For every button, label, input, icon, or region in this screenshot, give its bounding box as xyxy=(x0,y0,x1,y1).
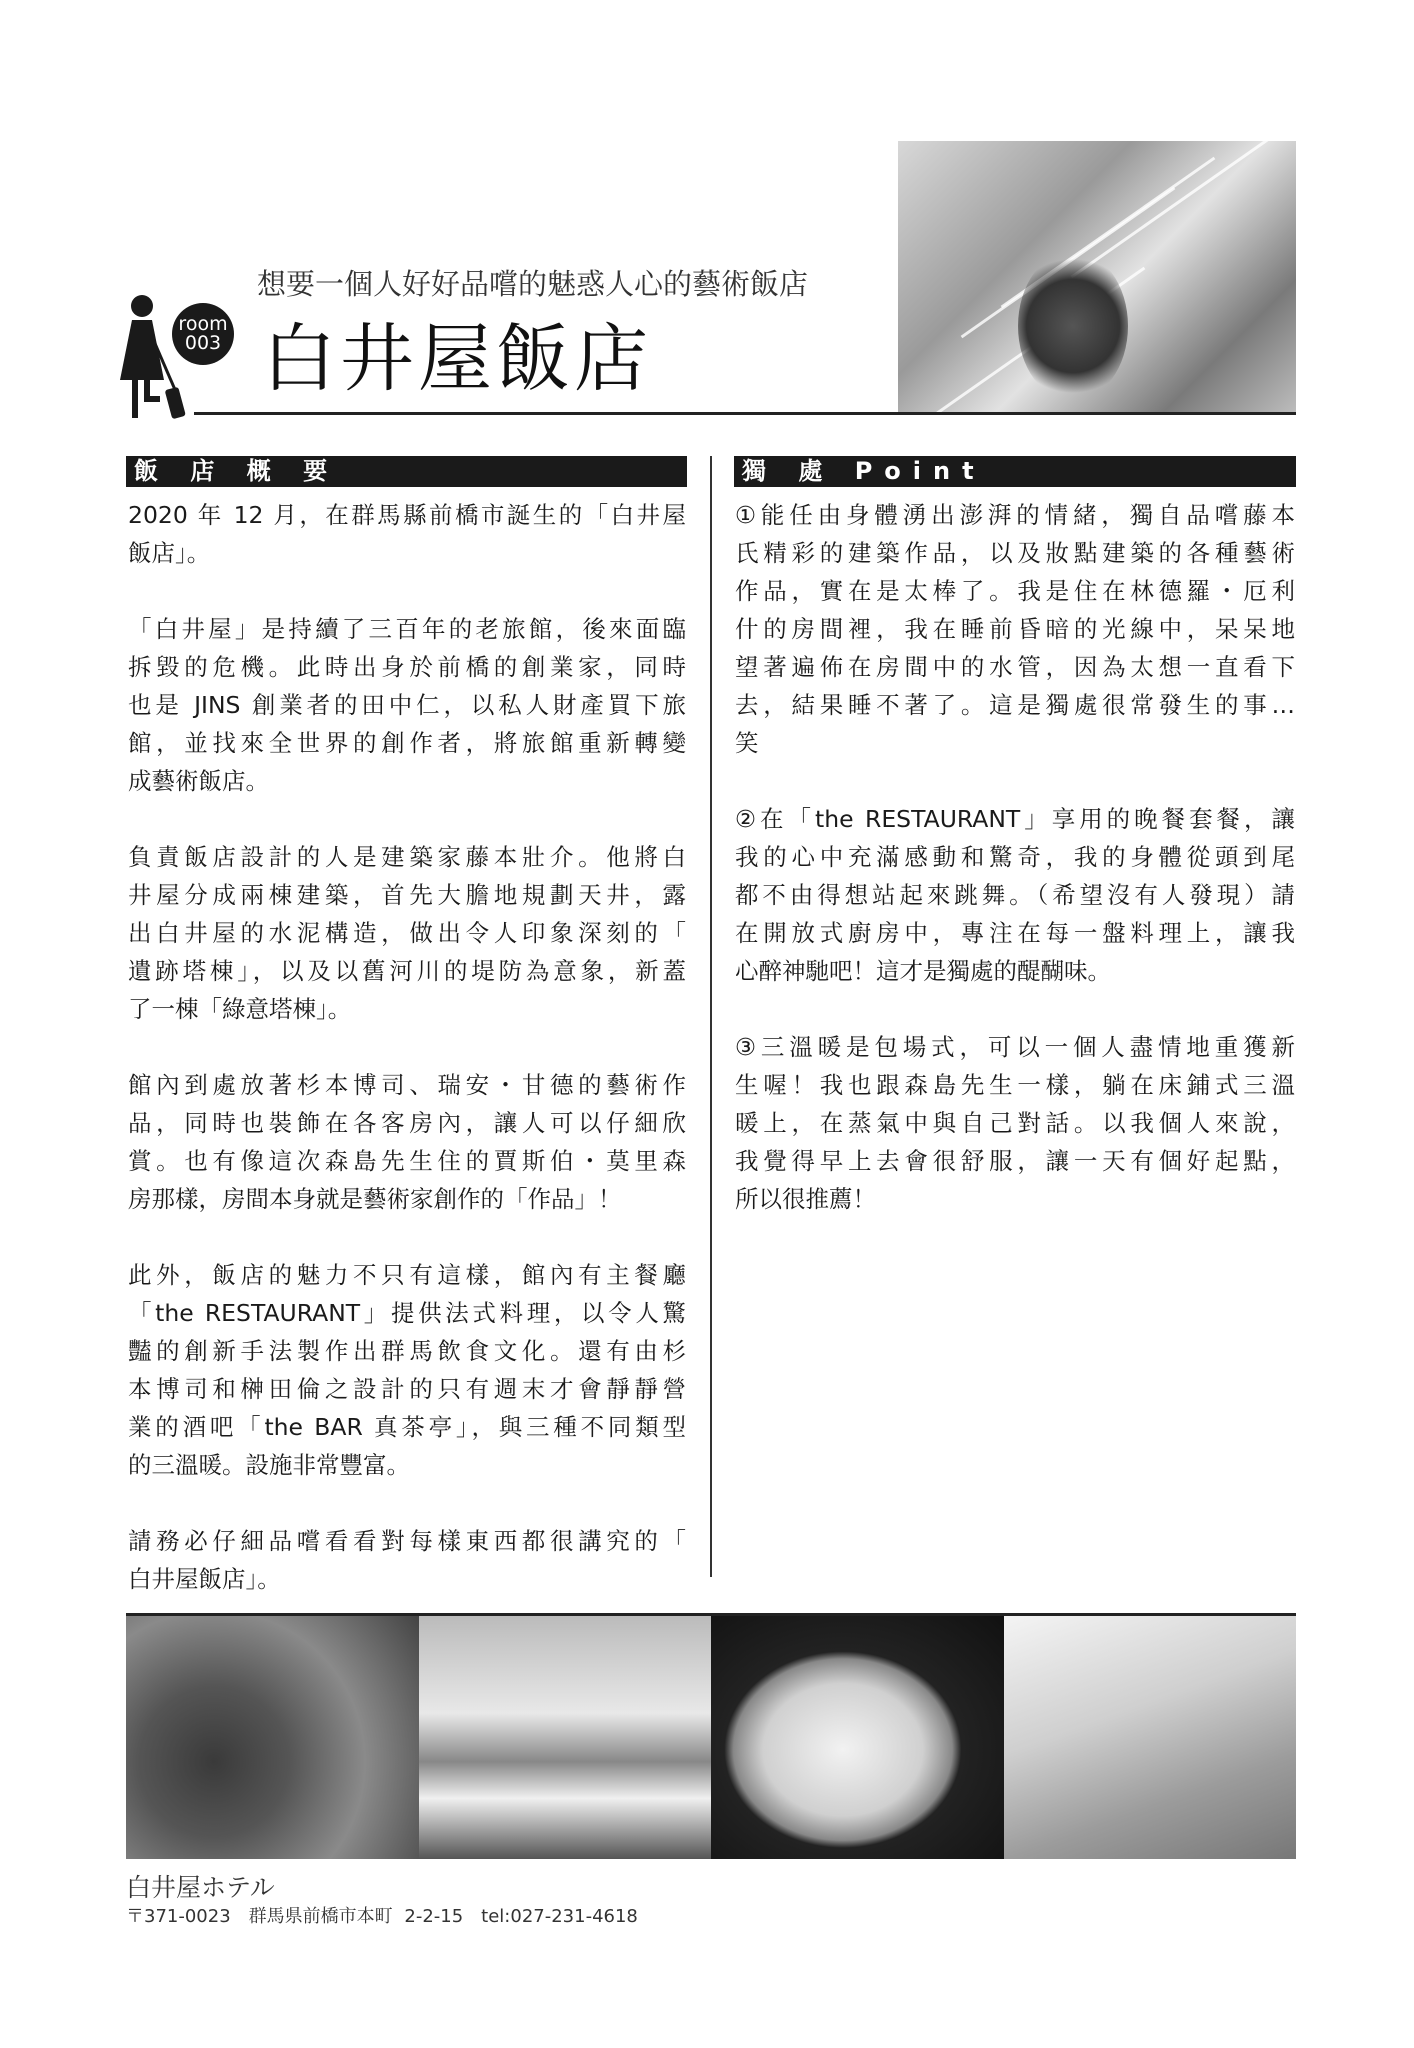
text-line: 什的房間裡，我在睡前昏暗的光線中，呆呆地 xyxy=(735,615,1295,643)
text-line: 請務必仔細品嚐看看對每樣東西都很講究的「 xyxy=(128,1527,686,1555)
text-line: 心醉神馳吧！這才是獨處的醍醐味。 xyxy=(735,957,1111,985)
text-line: ③三溫暖是包場式，可以一個人盡情地重獲新 xyxy=(735,1033,1295,1061)
text-line: 業的酒吧「the BAR 真茶亭」，與三種不同類型 xyxy=(128,1413,686,1441)
badge-room-number: 003 xyxy=(184,332,222,354)
text-line: 都不由得想站起來跳舞。（希望沒有人發現）請 xyxy=(735,881,1295,909)
text-line: 飯店」。 xyxy=(128,539,211,567)
page-subtitle: 想要一個人好好品嚐的魅惑人心的藝術飯店 xyxy=(257,267,809,301)
text-line: 2020 年 12 月，在群馬縣前橋市誕生的「白井屋 xyxy=(128,501,686,529)
paragraph-gap xyxy=(128,800,686,838)
text-line: 「白井屋」是持續了三百年的老旅館，後來面臨 xyxy=(128,615,686,643)
text-line: 房那樣，房間本身就是藝術家創作的「作品」！ xyxy=(128,1185,622,1213)
text-line: 館，並找來全世界的創作者，將旅館重新轉變 xyxy=(128,729,686,757)
paragraph-gap xyxy=(128,1484,686,1522)
text-line: 遺跡塔棟」，以及以舊河川的堤防為意象，新蓋 xyxy=(128,957,686,985)
text-line: 作品，實在是太棒了。我是住在林德羅・厄利 xyxy=(735,577,1295,605)
paragraph-gap xyxy=(128,1028,686,1066)
text-line: 品，同時也裝飾在各客房內，讓人可以仔細欣 xyxy=(128,1109,686,1137)
text-line: 豔的創新手法製作出群馬飲食文化。還有由杉 xyxy=(128,1337,686,1365)
text-line: ②在「the RESTAURANT」享用的晚餐套餐，讓 xyxy=(735,805,1295,833)
text-line: 出白井屋的水泥構造，做出令人印象深刻的「 xyxy=(128,919,686,947)
text-line: 井屋分成兩棟建築，首先大膽地規劃天井，露 xyxy=(128,881,686,909)
photo-strip xyxy=(126,1613,1296,1859)
page-title: 白井屋飯店 xyxy=(262,316,652,402)
text-line: 所以很推薦！ xyxy=(735,1185,876,1213)
text-line: 的三溫暖。設施非常豐富。 xyxy=(128,1451,410,1479)
text-line: ①能任由身體湧出澎湃的情緒，獨自品嚐藤本 xyxy=(735,501,1295,529)
paragraph-gap xyxy=(735,990,1295,1028)
hotel-atrium-photo xyxy=(898,141,1296,414)
text-line: 笑 xyxy=(735,729,759,757)
solo-point-text xyxy=(735,496,1295,1218)
text-line: 去，結果睡不著了。這是獨處很常發生的事… xyxy=(735,691,1295,719)
paragraph-gap xyxy=(128,572,686,610)
text-line: 「the RESTAURANT」提供法式料理，以令人驚 xyxy=(128,1299,686,1327)
text-line: 望著遍佈在房間中的水管，因為太想一直看下 xyxy=(735,653,1295,681)
sauna-photo xyxy=(1004,1616,1297,1859)
header-divider xyxy=(194,412,1296,415)
text-line: 生喔！我也跟森島先生一樣，躺在床鋪式三溫 xyxy=(735,1071,1295,1099)
text-line: 了一棟「綠意塔棟」。 xyxy=(128,995,352,1023)
footer-address: 〒371-0023 群馬県前橋市本町 2-2-15 tel:027-231-4618 xyxy=(126,1906,638,1927)
paragraph-gap xyxy=(735,762,1295,800)
section-heading-solo-point: 獨 處 Point xyxy=(734,456,1296,487)
text-line: 氏精彩的建築作品，以及妝點建築的各種藝術 xyxy=(735,539,1295,567)
text-line: 本博司和榊田倫之設計的只有週末才會靜靜營 xyxy=(128,1375,686,1403)
footer-hotel-name: 白井屋ホテル xyxy=(126,1873,275,1902)
lobby-photo xyxy=(126,1616,419,1859)
column-divider xyxy=(710,456,712,1577)
room-number-badge xyxy=(172,303,234,365)
badge-room-label: room xyxy=(178,313,228,335)
paragraph-gap xyxy=(128,1218,686,1256)
dish-photo xyxy=(711,1616,1004,1859)
section-heading-overview: 飯 店 概 要 xyxy=(126,456,687,487)
text-line: 白井屋飯店」。 xyxy=(128,1565,281,1593)
text-line: 此外，飯店的魅力不只有這樣，館內有主餐廳 xyxy=(128,1261,686,1289)
overview-text xyxy=(128,496,686,1598)
text-line: 成藝術飯店。 xyxy=(128,767,269,795)
text-line: 也是 JINS 創業者的田中仁，以私人財產買下旅 xyxy=(128,691,686,719)
text-line: 負責飯店設計的人是建築家藤本壯介。他將白 xyxy=(128,843,686,871)
guest-room-photo xyxy=(419,1616,712,1859)
text-line: 拆毀的危機。此時出身於前橋的創業家，同時 xyxy=(128,653,686,681)
text-line: 我的心中充滿感動和驚奇，我的身體從頭到尾 xyxy=(735,843,1295,871)
text-line: 賞。也有像這次森島先生住的賈斯伯・莫里森 xyxy=(128,1147,686,1175)
text-line: 在開放式廚房中，專注在每一盤料理上，讓我 xyxy=(735,919,1295,947)
text-line: 館內到處放著杉本博司、瑞安・甘德的藝術作 xyxy=(128,1071,686,1099)
text-line: 暖上，在蒸氣中與自己對話。以我個人來說， xyxy=(735,1109,1295,1137)
text-line: 我覺得早上去會很舒服，讓一天有個好起點， xyxy=(735,1147,1295,1175)
